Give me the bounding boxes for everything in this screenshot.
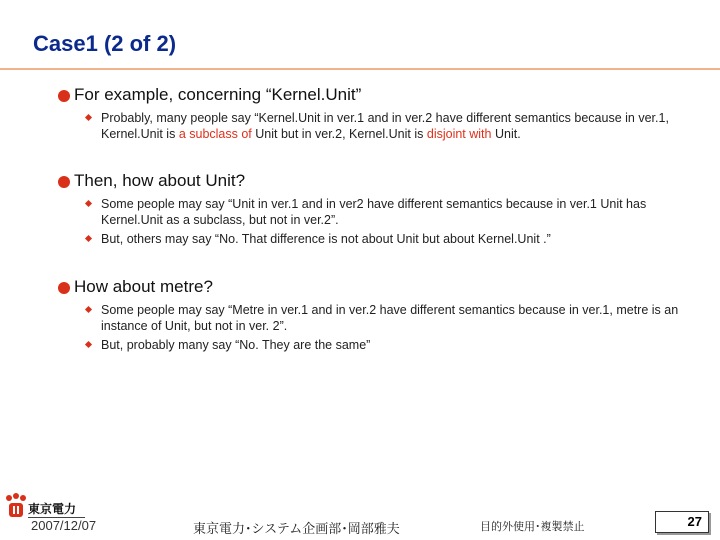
sub-bullet [82,110,698,142]
title-divider [0,68,720,70]
sub-bullet-text: Probably, many people say “Kernel.Unit in ver.1 and in ver.2 have different semantics because in ver.1, Kernel.Unit is [101,111,669,141]
sub-bullet [82,337,698,353]
diamond-bullet-icon [85,200,92,207]
sub-bullet-text: Some people may say “Unit in ver.1 and in ver2 have different semantics because in ver.1 Unit has Kernel.Unit as a subclass, but not in ver.2”. [101,197,647,227]
highlighted-text: a subclass of [178,127,252,141]
sub-bullet-list [58,196,698,247]
diamond-bullet-icon [85,114,92,121]
footer-notice: 目的外使用･複製禁止 [480,521,585,533]
diamond-bullet-icon [85,341,92,348]
section-metre [58,276,698,356]
section-kernel-unit [58,84,698,145]
diamond-bullet-icon [85,235,92,242]
sub-bullet [82,231,698,247]
section-heading: How about metre? [58,276,698,298]
footer-date: 2007/12/07 [31,518,97,533]
sub-bullet-text: Unit but in ver.2, Kernel.Unit is [251,127,427,141]
sub-bullet-list [58,302,698,353]
section-heading: For example, concerning “Kernel.Unit” [58,84,698,106]
bullet-dot-icon [58,176,70,188]
sub-bullet-text: Unit. [491,127,521,141]
sub-bullet [82,302,698,334]
diamond-bullet-icon [85,306,92,313]
footer-author: 東京電力･システム企画部･岡部雅夫 [193,521,400,536]
sub-bullet-text: But, probably many say “No. They are the same” [101,338,371,352]
sub-bullet-text: Some people may say “Metre in ver.1 and in ver.2 have different semantics because in ver.1, metre is an instance of Unit, but not in ver. 2”. [101,303,679,333]
sub-bullet-list [58,110,698,142]
sub-bullet [82,196,698,228]
logo-wordmark: 東京電力 [28,502,77,516]
section-heading: Then, how about Unit? [58,170,698,192]
bullet-dot-icon [58,282,70,294]
sub-bullet-text: But, others may say “No. That difference is not about Unit but about Kernel.Unit .” [101,232,551,246]
slide-title: Case1 (2 of 2) [33,31,177,56]
bullet-dot-icon [58,90,70,102]
section-unit [58,170,698,250]
highlighted-text: disjoint with [426,127,492,141]
page-number: 27 [655,511,709,533]
